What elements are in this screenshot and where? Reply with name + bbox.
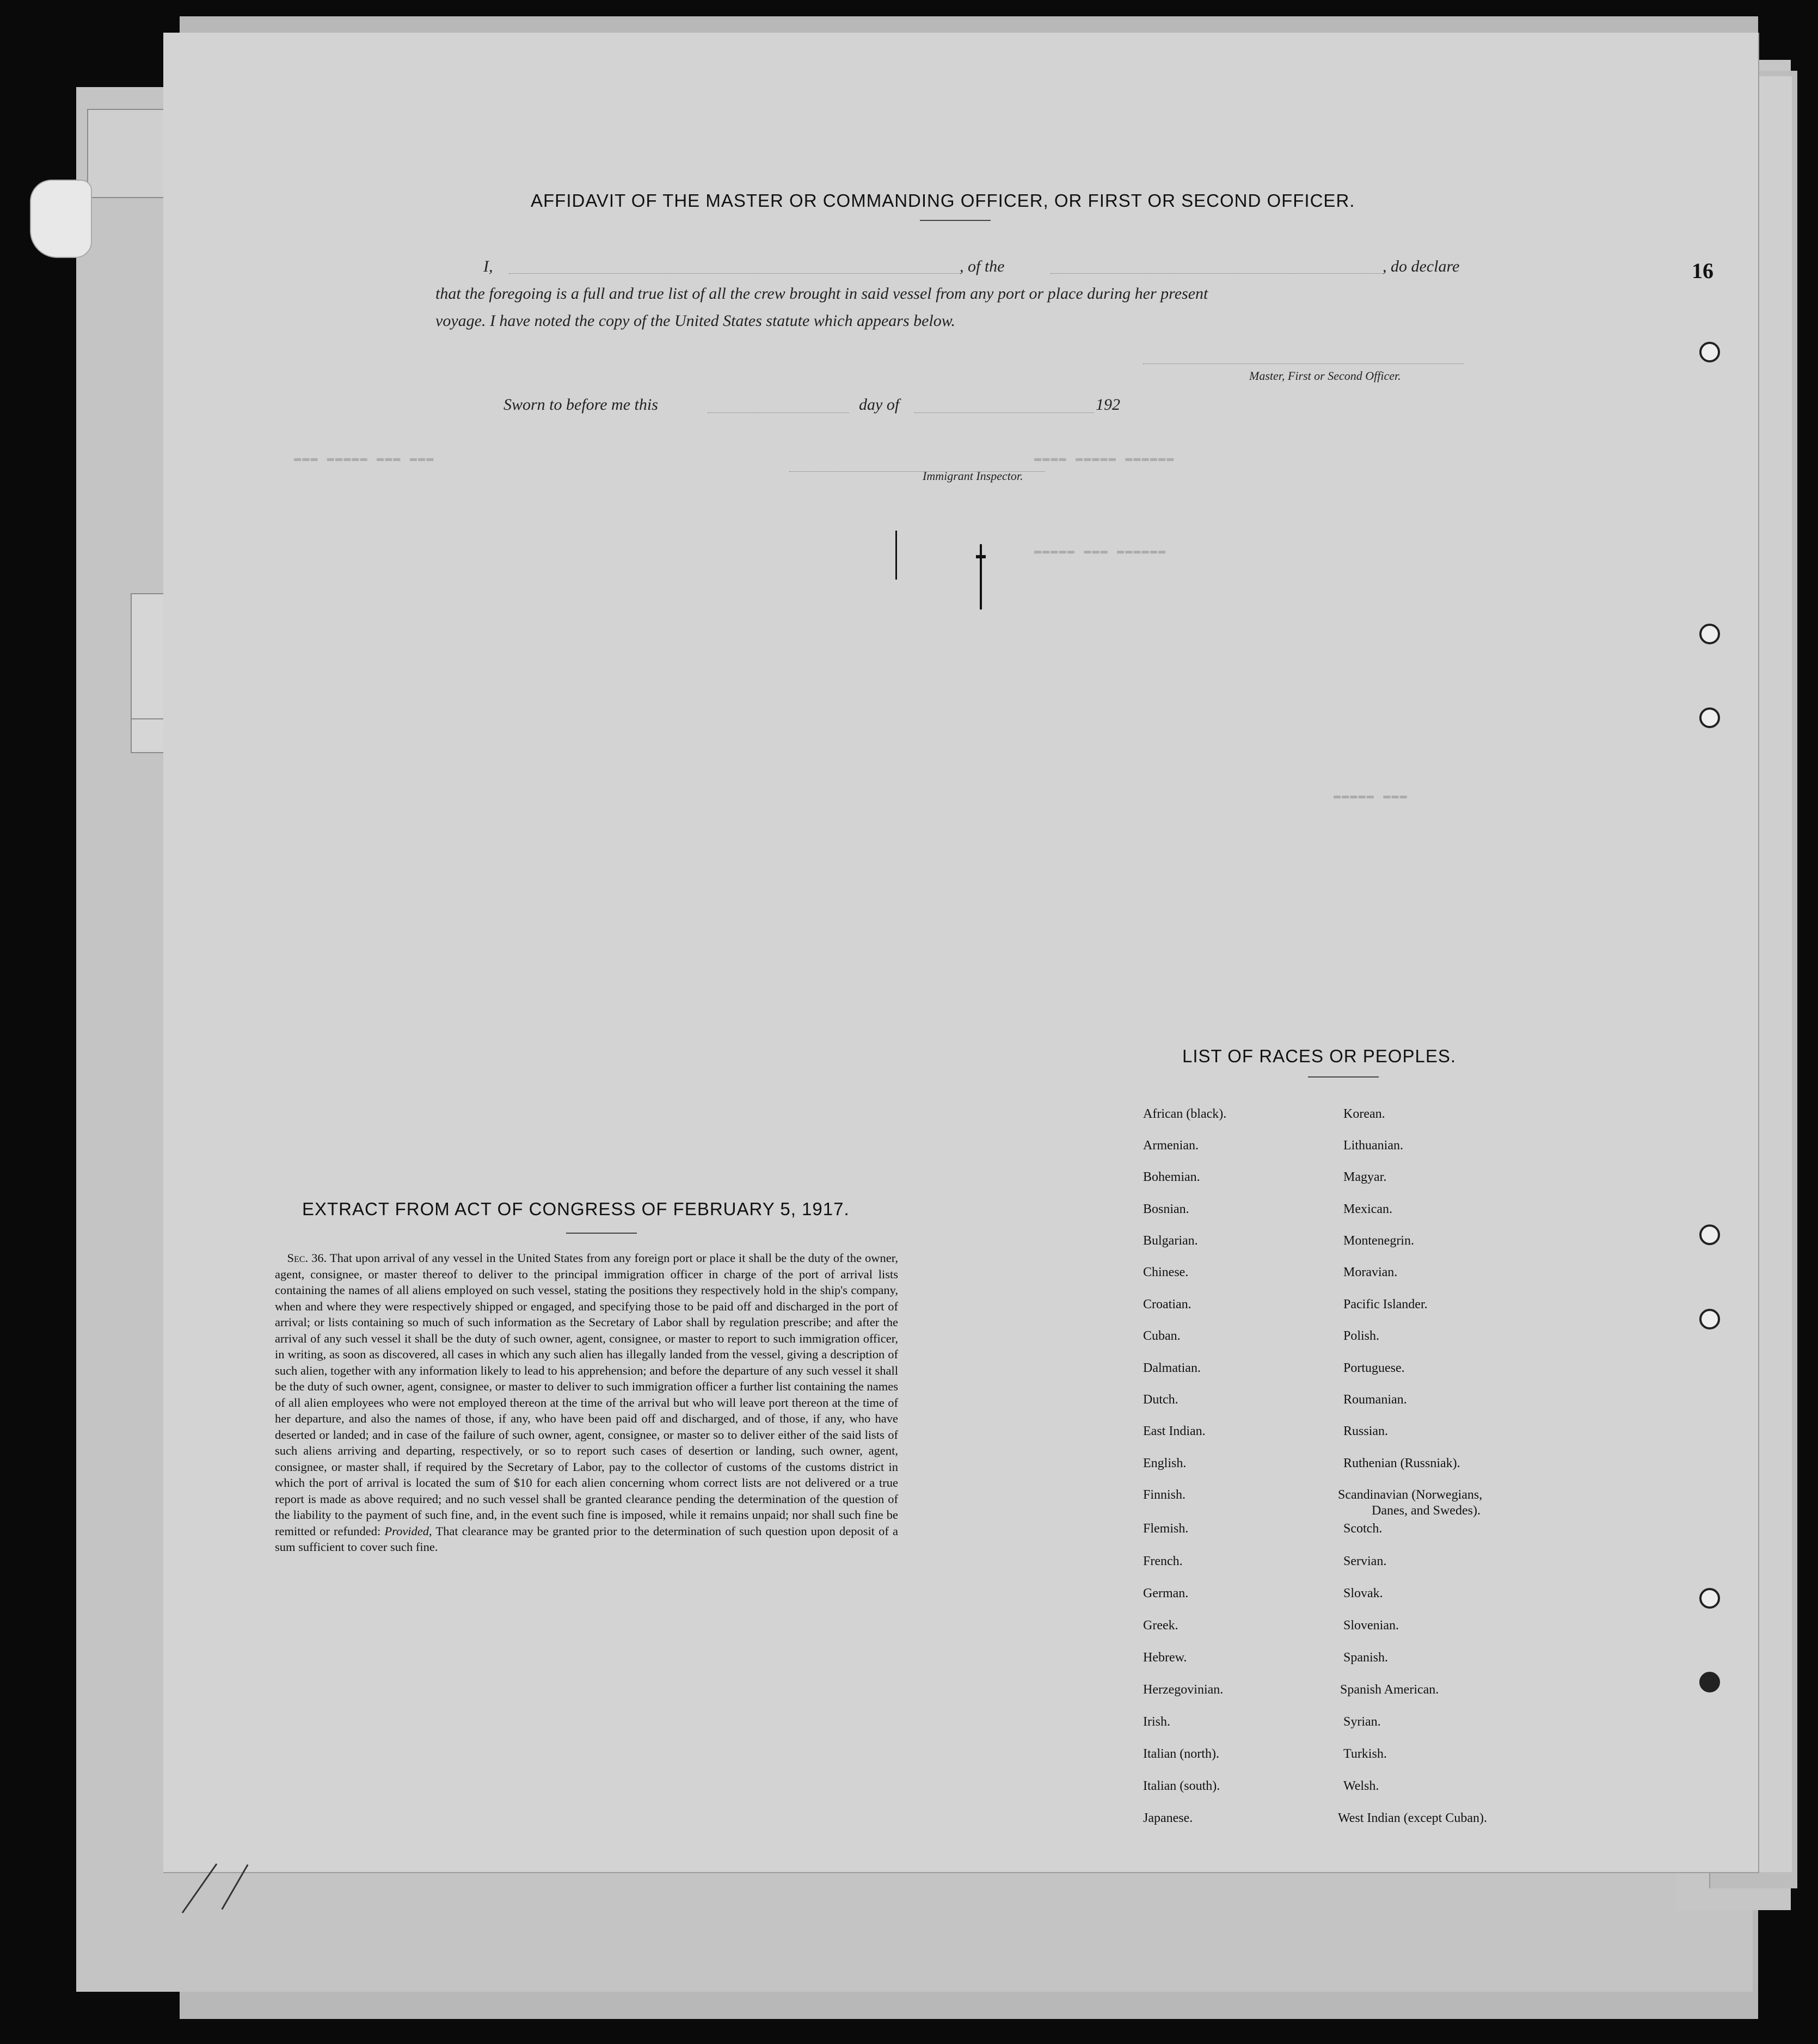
race-item: Slovenian.: [1343, 1618, 1399, 1633]
race-item: Irish.: [1143, 1715, 1170, 1729]
race-item: Servian.: [1343, 1554, 1387, 1568]
ink-mark: [895, 531, 897, 580]
races-title-rule: [1308, 1076, 1379, 1078]
vessel-name-blank: [1051, 273, 1383, 274]
race-item: Polish.: [1343, 1329, 1380, 1343]
punch-hole: [1699, 1588, 1720, 1609]
race-item: Chinese.: [1143, 1265, 1189, 1279]
act-section-36-text: [275, 1250, 898, 1555]
race-item: Montenegrin.: [1343, 1234, 1414, 1248]
race-item: Dalmatian.: [1143, 1361, 1201, 1375]
race-item: Russian.: [1343, 1424, 1389, 1438]
race-item: African (black).: [1143, 1107, 1227, 1121]
punch-hole: [1699, 1672, 1720, 1692]
sworn-year: 192: [1096, 396, 1120, 414]
punch-hole: [1699, 1224, 1720, 1245]
race-item: Scotch.: [1343, 1522, 1383, 1536]
bleed-through-text: ▬▬▬▬▬ ▬▬▬ ▬▬▬▬▬▬: [1034, 544, 1167, 558]
master-name-blank: [509, 273, 961, 274]
punch-hole: [1699, 707, 1720, 728]
act-title-rule: [566, 1233, 637, 1234]
race-item: Spanish.: [1343, 1651, 1389, 1665]
race-item: Moravian.: [1343, 1265, 1398, 1279]
race-item: Japanese.: [1143, 1811, 1193, 1825]
race-item: Bulgarian.: [1143, 1234, 1198, 1248]
race-item: Spanish American.: [1340, 1683, 1439, 1697]
bleed-through-text: ▬▬▬ ▬▬▬▬▬ ▬▬▬ ▬▬▬: [294, 452, 435, 465]
ink-mark: [976, 555, 986, 558]
affidavit-of-the: , of the: [960, 257, 1005, 275]
master-label: Master, First or Second Officer.: [1249, 369, 1401, 383]
punch-hole: [1699, 1309, 1720, 1329]
race-item: Mexican.: [1343, 1202, 1392, 1216]
section-label: Sec. 36.: [287, 1251, 327, 1265]
race-item: English.: [1143, 1456, 1187, 1470]
race-item: Syrian.: [1343, 1715, 1381, 1729]
page-number: 16: [1692, 258, 1713, 283]
bleed-through-text: ▬▬▬▬▬ ▬▬▬: [1334, 789, 1408, 803]
races-title: LIST OF RACES OR PEOPLES.: [1182, 1046, 1457, 1066]
race-item: East Indian.: [1143, 1424, 1206, 1438]
race-item: Herzegovinian.: [1143, 1683, 1224, 1697]
race-item: Lithuanian.: [1343, 1138, 1403, 1153]
affidavit-line-3: voyage. I have noted the copy of the United States statute which appears below.: [435, 312, 956, 330]
affidavit-title: AFFIDAVIT OF THE MASTER OR COMMANDING OFFICER, OR FIRST OR SECOND OFFICER.: [531, 190, 1355, 211]
affidavit-line-2: that the foregoing is a full and true list of all the crew brought in said vessel from any port or place during her present: [435, 285, 1208, 303]
race-item: West Indian (except Cuban).: [1338, 1811, 1487, 1825]
sworn-prefix: Sworn to before me this: [503, 396, 658, 414]
bleed-through-text: ▬▬▬▬ ▬▬▬▬▬ ▬▬▬▬▬▬: [1034, 452, 1175, 465]
punch-hole: [1699, 624, 1720, 644]
race-item: Slovak.: [1343, 1586, 1383, 1600]
race-item: French.: [1143, 1554, 1183, 1568]
race-item: Magyar.: [1343, 1170, 1387, 1184]
race-item: Armenian.: [1143, 1138, 1199, 1153]
race-item: Croatian.: [1143, 1297, 1191, 1312]
provided-label: Provided,: [384, 1524, 432, 1538]
act-body: That upon arrival of any vessel in the United States from any foreign port or place it shall be the duty of the owner, agent, consignee, or master thereof to deliver to the principal immigration officer in charge of the port of arrival lists containing the names of all aliens employed on such vessel, stating the positions they respectively hold in the ship's company, when and where they were respectively shipped or engaged, and specifying those to be paid off and discharged in the port of arrival; or lists containing so much of such information as the Secretary of Labor shall by regulation prescribe; and after the arrival of any such vessel it shall be the duty of such owner, agent, consignee, or master to report to such immigration officer, in writing, as soon as discovered, all cases in which any such alien has illegally landed from the vessel, giving a description of such alien, together with any information likely to lead to his apprehension; and before the departure of any such vessel it shall be the duty of such owner, agent, consignee, or master to deliver to such immigration officer a further list containing the names of all alien employees who were not employed thereon at the time of the arrival but who will leave port thereon at the time of her departure, and also the names of those, if any, who have been paid off and discharged, and of those, if any, who have deserted or landed; and in case of the failure of such owner, agent, consignee, or master so to deliver either of the said lists of such aliens arriving and departing, respectively, or so to report such cases of desertion or landing, such owner, agent, consignee, or master shall, if required by the Secretary of Labor, pay to the collector of customs of the customs district in which the port of arrival is located the sum of $10 for each alien concerning whom correct lists are not delivered or a true report is made as above required; and no such vessel shall be granted clearance pending the determination of the question of the liability to the payment of such fine, and, in the event such fine is imposed, while it remains unpaid; nor shall such fine be remitted or refunded:: [275, 1251, 898, 1538]
act-body-end: That clearance may be granted prior to the determination of such question upon deposit of a sum sufficient to cover such fine.: [275, 1524, 898, 1554]
race-item: Finnish.: [1143, 1488, 1186, 1502]
race-item: Dutch.: [1143, 1393, 1178, 1407]
race-item: Turkish.: [1343, 1747, 1387, 1761]
race-item: Welsh.: [1343, 1779, 1379, 1793]
race-item: Ruthenian (Russniak).: [1343, 1456, 1460, 1470]
race-item: Italian (south).: [1143, 1779, 1220, 1793]
act-title: EXTRACT FROM ACT OF CONGRESS OF FEBRUARY 5, 1917.: [302, 1199, 850, 1219]
race-item: Portuguese.: [1343, 1361, 1405, 1375]
inspector-label: Immigrant Inspector.: [923, 469, 1023, 483]
race-item: Korean.: [1343, 1107, 1385, 1121]
title-rule: [920, 220, 991, 221]
manifest-page: [163, 33, 1759, 1873]
race-item: Pacific Islander.: [1343, 1297, 1428, 1312]
race-item: Cuban.: [1143, 1329, 1181, 1343]
punch-hole: [1699, 342, 1720, 362]
race-item: Scandinavian (Norwegians,: [1338, 1488, 1483, 1502]
affidavit-declare: , do declare: [1383, 257, 1460, 275]
race-item: Roumanian.: [1343, 1393, 1407, 1407]
race-item: Italian (north).: [1143, 1747, 1219, 1761]
race-item: Bosnian.: [1143, 1202, 1189, 1216]
race-item: German.: [1143, 1586, 1189, 1600]
race-item: Flemish.: [1143, 1522, 1189, 1536]
race-item: Danes, and Swedes).: [1372, 1504, 1481, 1518]
race-item: Bohemian.: [1143, 1170, 1200, 1184]
race-item: Hebrew.: [1143, 1651, 1187, 1665]
sworn-day-of: day of: [859, 396, 900, 414]
race-item: Greek.: [1143, 1618, 1178, 1633]
torn-paper-fragment: [30, 180, 92, 258]
affidavit-i: I,: [483, 257, 493, 275]
ink-mark: [980, 544, 982, 609]
